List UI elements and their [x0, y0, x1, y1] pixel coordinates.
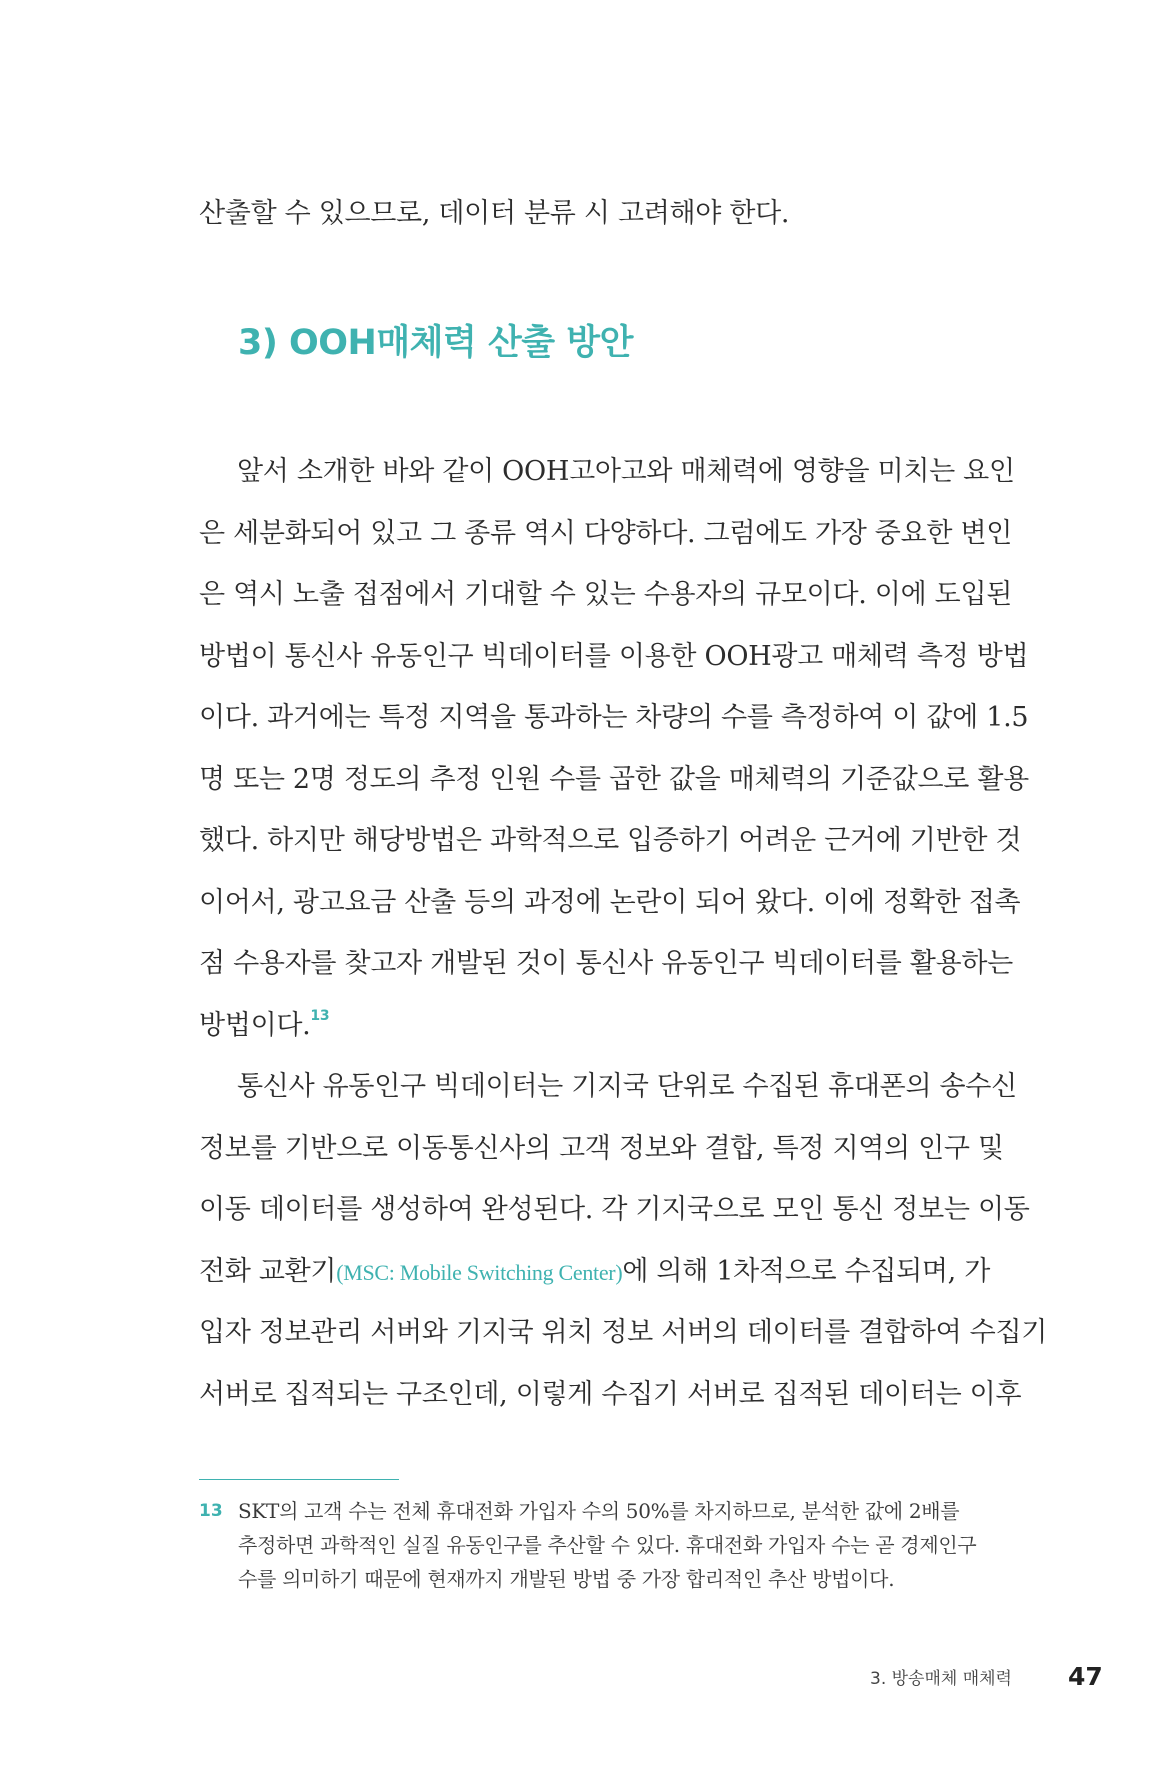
footnote	[199, 1494, 1019, 1596]
paragraph-line: 통신사 유동인구 빅데이터는 기지국 단위로 수집된 휴대폰의 송수신	[237, 1071, 1017, 1102]
paragraph-line-last	[199, 995, 1019, 1057]
paragraph-line: 은 역시 노출 접점에서 기대할 수 있는 수용자의 규모이다. 이에 도입된	[199, 579, 1013, 610]
paragraph-line: 이어서, 광고요금 산출 등의 과정에 논란이 되어 왔다. 이에 정확한 접촉	[199, 886, 1021, 918]
paragraph-line: 명 또는 2명 정도의 추정 인원 수를 곱한 값을 매체력의 기준값으로 활용	[199, 763, 1029, 795]
footnote-line: 수를 의미하기 때문에 현재까지 개발된 방법 중 가장 합리적인 추산 방법이다.	[238, 1567, 895, 1591]
paragraph-line: 입자 정보관리 서버와 기지국 위치 정보 서버의 데이터를 결합하여 수집기	[199, 1317, 1048, 1348]
term-gloss: (MSC: Mobile Switching Center)	[336, 1259, 623, 1285]
paragraph-line: 방법이 통신사 유동인구 빅데이터를 이용한 OOH광고 매체력 측정 방법	[199, 640, 1029, 672]
running-head: 3. 방송매체 매체력	[870, 1669, 1012, 1689]
paragraph-line: 은 세분화되어 있고 그 종류 역시 다양하다. 그럼에도 가장 중요한 변인	[199, 517, 1013, 549]
footnote-number: 13	[199, 1501, 223, 1521]
paragraph-line: 서버로 집적되는 구조인데, 이렇게 수집기 서버로 집적된 데이터는 이후	[199, 1378, 1022, 1410]
paragraph-line: 이동 데이터를 생성하여 완성된다. 각 기지국으로 모인 통신 정보는 이동	[199, 1194, 1030, 1225]
paragraph-2	[199, 1056, 1048, 1425]
paragraph-line: 정보를 기반으로 이동통신사의 고객 정보와 결합, 특정 지역의 인구 및	[199, 1132, 1004, 1164]
paragraph-line-with-gloss	[199, 1241, 1019, 1303]
footnote-reference[interactable]: 13	[310, 1007, 330, 1024]
intro-line: 산출할 수 있으므로, 데이터 분류 시 고려해야 한다.	[199, 198, 790, 229]
section-heading: 3) OOH매체력 산출 방안	[238, 323, 633, 363]
paragraph-line: 점 수용자를 찾고자 개발된 것이 통신사 유동인구 빅데이터를 활용하는	[199, 948, 1013, 979]
footnote-divider	[199, 1479, 399, 1480]
paragraph-line: 이다. 과거에는 특정 지역을 통과하는 차량의 수를 측정하여 이 값에 1.5	[199, 702, 1029, 733]
paragraph-line-text: 에 의해 1차적으로 수집되며, 가	[622, 1255, 991, 1287]
paragraph-1	[199, 441, 1029, 1056]
footnote-line: 추정하면 과학적인 실질 유동인구를 추산할 수 있다. 휴대전화 가입자 수는 곧 경제인구	[238, 1533, 977, 1557]
paragraph-line-text: 방법이다.	[199, 1009, 311, 1041]
page-number: 47	[1068, 1662, 1103, 1691]
footnote-body	[238, 1494, 1019, 1596]
footnote-line: SKT의 고객 수는 전체 휴대전화 가입자 수의 50%를 차지하므로, 분석한 값에 2배를	[238, 1499, 960, 1523]
paragraph-line: 앞서 소개한 바와 같이 OOH고아고와 매체력에 영향을 미치는 요인	[237, 456, 1015, 487]
paragraph-line: 했다. 하지만 해당방법은 과학적으로 입증하기 어려운 근거에 기반한 것	[199, 825, 1022, 856]
paragraph-line-text: 전화 교환기	[199, 1255, 337, 1287]
